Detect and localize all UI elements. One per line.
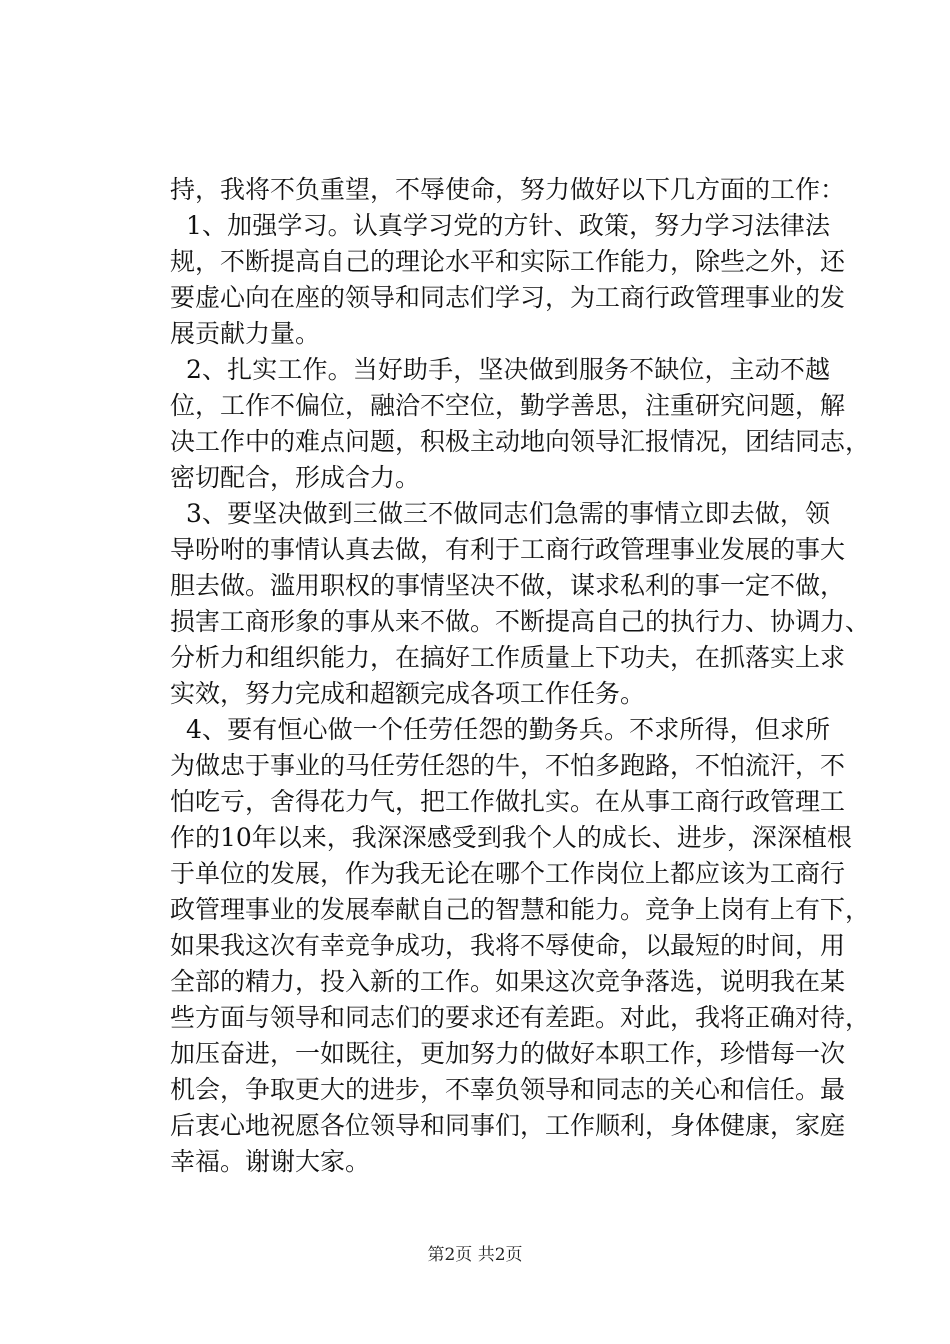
text-line: 位，工作不偏位，融洽不空位，勤学善思，注重研究问题，解 bbox=[170, 391, 846, 420]
text-line: 分析力和组织能力，在搞好工作质量上下功夫，在抓落实上求 bbox=[170, 643, 846, 672]
text-line: 展贡献力量。 bbox=[170, 319, 321, 348]
text-line: 些方面与领导和同志们的要求还有差距。对此，我将正确对待， bbox=[170, 1003, 871, 1032]
text-line: 为做忠于事业的马任劳任怨的牛，不怕多跑路，不怕流汗，不 bbox=[170, 751, 846, 780]
text-line: 持，我将不负重望，不辱使命，努力做好以下几方面的工作： bbox=[170, 175, 846, 204]
text-line: 导吩咐的事情认真去做，有利于工商行政管理事业发展的事大 bbox=[170, 535, 846, 564]
text-line: 2、扎实工作。当好助手，坚决做到服务不缺位，主动不越 bbox=[186, 355, 830, 384]
text-line: 4、要有恒心做一个任劳任怨的勤务兵。不求所得，但求所 bbox=[186, 715, 830, 744]
text-line: 如果我这次有幸竞争成功，我将不辱使命，以最短的时间，用 bbox=[170, 931, 846, 960]
text-line: 要虚心向在座的领导和同志们学习，为工商行政管理事业的发 bbox=[170, 283, 846, 312]
text-line: 于单位的发展，作为我无论在哪个工作岗位上都应该为工商行 bbox=[170, 859, 846, 888]
text-line: 密切配合，形成合力。 bbox=[170, 463, 421, 492]
text-line: 幸福。谢谢大家。 bbox=[170, 1147, 371, 1176]
text-line: 后衷心地祝愿各位领导和同事们，工作顺利，身体健康，家庭 bbox=[170, 1111, 846, 1140]
text-line: 1、加强学习。认真学习党的方针、政策，努力学习法律法 bbox=[186, 211, 830, 240]
text-line: 怕吃亏，舍得花力气，把工作做扎实。在从事工商行政管理工 bbox=[170, 787, 846, 816]
speech-body bbox=[170, 172, 871, 1180]
text-line: 实效，努力完成和超额完成各项工作任务。 bbox=[170, 679, 646, 708]
text-line: 加压奋进，一如既往，更加努力的做好本职工作，珍惜每一次 bbox=[170, 1039, 846, 1068]
text-line: 胆去做。滥用职权的事情坚决不做，谋求私利的事一定不做， bbox=[170, 571, 846, 600]
text-line: 损害工商形象的事从来不做。不断提高自己的执行力、协调力、 bbox=[170, 607, 871, 636]
text-line: 作的10年以来，我深深感受到我个人的成长、进步，深深植根 bbox=[170, 823, 852, 852]
text-line: 3、要坚决做到三做三不做同志们急需的事情立即去做，领 bbox=[186, 499, 830, 528]
text-line: 规，不断提高自己的理论水平和实际工作能力，除些之外，还 bbox=[170, 247, 846, 276]
text-line: 政管理事业的发展奉献自己的智慧和能力。竞争上岗有上有下， bbox=[170, 895, 871, 924]
text-line: 决工作中的难点问题，积极主动地向领导汇报情况，团结同志， bbox=[170, 427, 871, 456]
page-number-label: 第2页 共2页 bbox=[427, 1245, 523, 1265]
text-line: 机会，争取更大的进步，不辜负领导和同志的关心和信任。最 bbox=[170, 1075, 846, 1104]
page-footer bbox=[0, 1244, 950, 1266]
text-line: 全部的精力，投入新的工作。如果这次竞争落选，说明我在某 bbox=[170, 967, 846, 996]
